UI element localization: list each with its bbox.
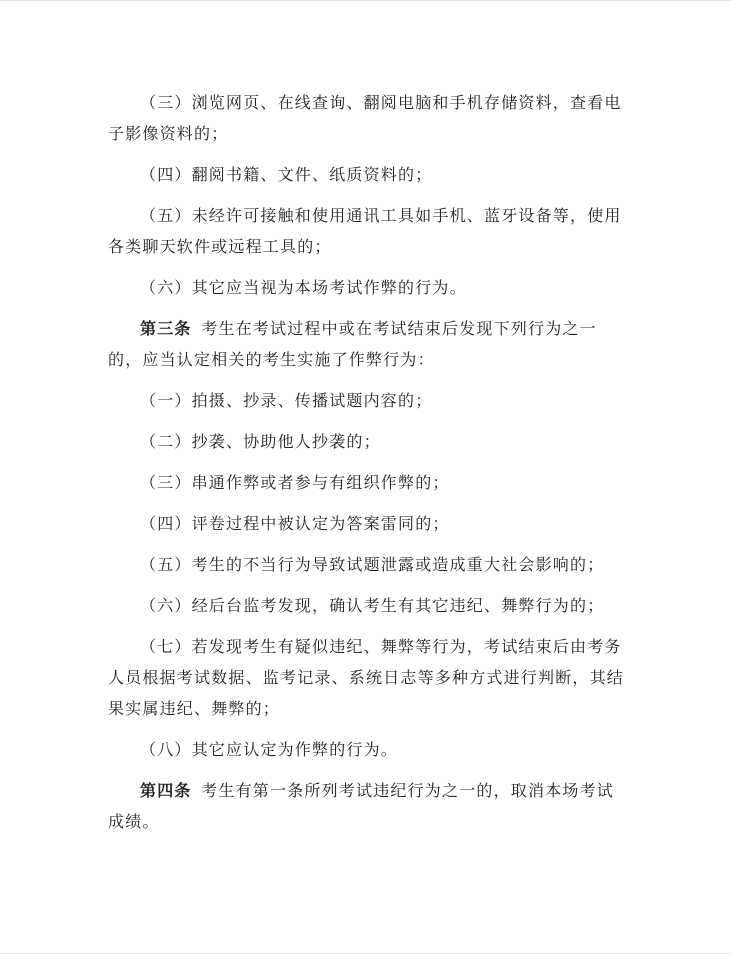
article-heading: 第四条 <box>140 781 192 800</box>
document-body <box>108 87 628 837</box>
paragraph-10 <box>108 549 628 580</box>
paragraph-11 <box>108 590 628 621</box>
paragraph-3 <box>108 200 628 262</box>
paragraph-text: （五）考生的不当行为导致试题泄露或造成重大社会影响的； <box>140 555 605 574</box>
paragraph-8 <box>108 467 628 498</box>
paragraph-7 <box>108 426 628 457</box>
article-3-paragraph <box>108 313 628 375</box>
paragraph-text: （四）翻阅书籍、文件、纸质资料的； <box>140 165 433 184</box>
paragraph-text: （六）经后台监考发现，确认考生有其它违纪、舞弊行为的； <box>140 596 605 615</box>
paragraph-text: （四）评卷过程中被认定为答案雷同的； <box>140 514 450 533</box>
paragraph-text: （三）串通作弊或者参与有组织作弊的； <box>140 473 450 492</box>
paragraph-1 <box>108 87 628 149</box>
paragraph-text: （八）其它应认定为作弊的行为。 <box>140 740 399 759</box>
paragraph-text: （七）若发现考生有疑似违纪、舞弊等行为，考试结束后由考务人员根据考试数据、监考记录、系统日志等多种方式进行判断，其结果实属违纪、舞弊的； <box>108 637 625 718</box>
paragraph-text: （二）抄袭、协助他人抄袭的； <box>140 432 381 451</box>
paragraph-9 <box>108 508 628 539</box>
paragraph-text: 考生在考试过程中或在考试结束后发现下列行为之一的，应当认定相关的考生实施了作弊行为： <box>108 319 597 369</box>
paragraph-4 <box>108 272 628 303</box>
paragraph-text: （六）其它应当视为本场考试作弊的行为。 <box>140 278 467 297</box>
paragraph-text: （五）未经许可接触和使用通讯工具如手机、蓝牙设备等，使用各类聊天软件或远程工具的； <box>108 206 622 256</box>
paragraph-6 <box>108 385 628 416</box>
article-heading: 第三条 <box>140 319 192 338</box>
paragraph-text: （三）浏览网页、在线查询、翻阅电脑和手机存储资料，查看电子影像资料的； <box>108 93 622 143</box>
article-4-paragraph <box>108 775 628 837</box>
paragraph-text: 考生有第一条所列考试违纪行为之一的，取消本场考试成绩。 <box>108 781 615 831</box>
paragraph-text: （一）拍摄、抄录、传播试题内容的； <box>140 391 433 410</box>
paragraph-12 <box>108 631 628 724</box>
paragraph-13 <box>108 734 628 765</box>
paragraph-2 <box>108 159 628 190</box>
